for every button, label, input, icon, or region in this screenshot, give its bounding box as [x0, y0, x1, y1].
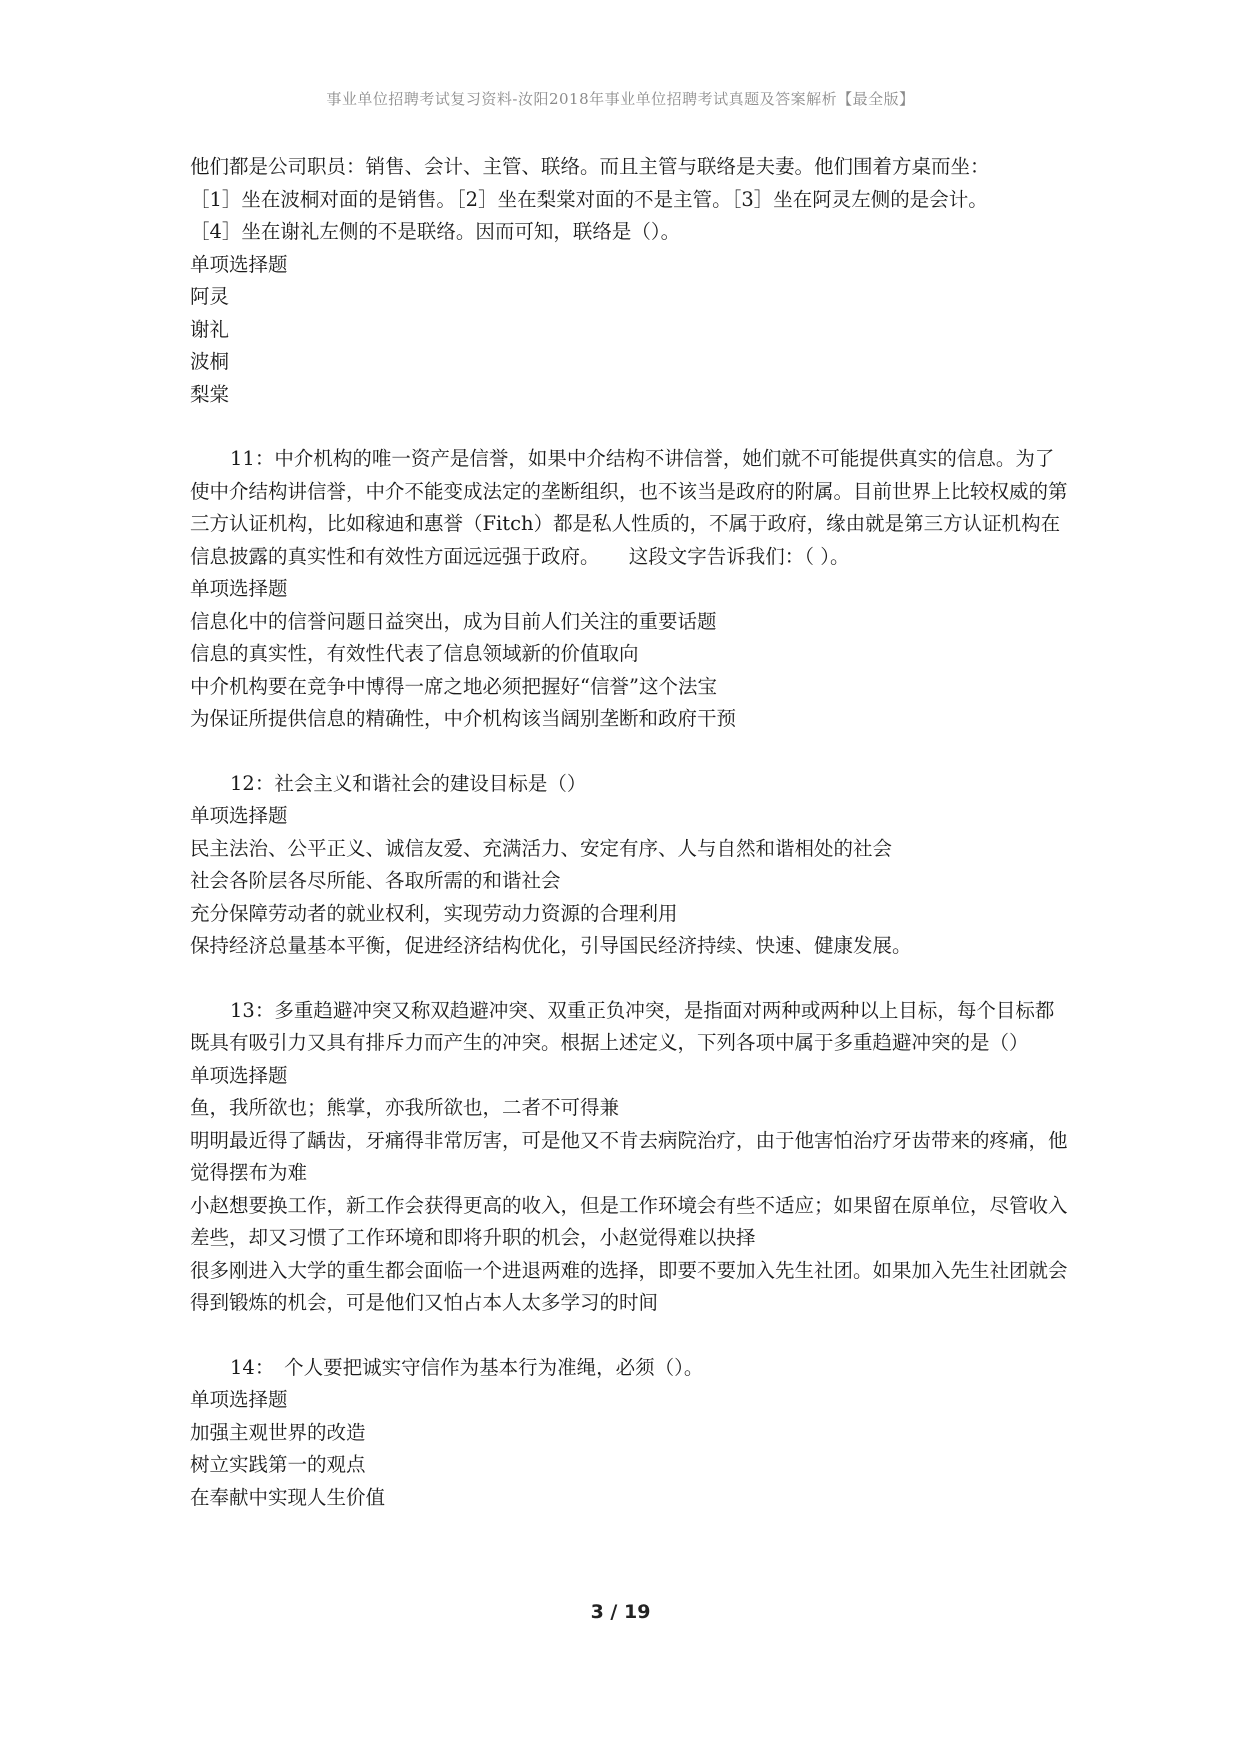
document-body — [190, 151, 1070, 1546]
question-type: 单项选择题 — [190, 804, 288, 827]
question-type: 单项选择题 — [190, 1388, 288, 1411]
question-stem-line: 他们都是公司职员：销售、会计、主管、联络。而且主管与联络是夫妻。他们围着方桌而坐： — [190, 155, 990, 178]
question-type: 单项选择题 — [190, 577, 288, 600]
question-block — [190, 443, 1070, 736]
question-stem: 14： 个人要把诚实守信作为基本行为准绳，必须（）。 — [230, 1355, 704, 1379]
question-block — [190, 768, 1070, 963]
question-stem: 12：社会主义和谐社会的建设目标是（） — [230, 771, 587, 795]
answer-option: 明明最近得了龋齿，牙痛得非常厉害，可是他又不肯去病院治疗，由于他害怕治疗牙齿带来的疼痛，他觉得摆布为难 — [190, 1128, 1068, 1184]
answer-option: 在奉献中实现人生价值 — [190, 1485, 386, 1509]
answer-option: 梨棠 — [190, 382, 230, 406]
page-header: 事业单位招聘考试复习资料-汝阳2018年事业单位招聘考试真题及答案解析【最全版】 — [326, 90, 915, 108]
answer-option: 信息化中的信誉问题日益突出，成为目前人们关注的重要话题 — [190, 609, 717, 633]
answer-option: 中介机构要在竞争中博得一席之地必须把握好“信誉”这个法宝 — [190, 674, 717, 698]
question-type: 单项选择题 — [190, 252, 288, 276]
answer-option: 小赵想要换工作，新工作会获得更高的收入，但是工作环境会有些不适应；如果留在原单位，尽管收入差些，却又习惯了工作环境和即将升职的机会，小赵觉得难以抉择 — [190, 1193, 1068, 1249]
answer-option: 波桐 — [190, 350, 230, 373]
question-block — [190, 995, 1070, 1320]
answer-option: 树立实践第一的观点 — [190, 1453, 366, 1476]
answer-option: 加强主观世界的改造 — [190, 1420, 366, 1444]
question-stem: 11：中介机构的唯一资产是信誉，如果中介结构不讲信誉，她们就不可能提供真实的信息。为了使中介结构讲信誉，中介不能变成法定的垄断组织，也不该当是政府的附属。目前世界上比较权威的第三方认证机构，比如稼迪和惠誉（Fitch）都是私人性质的，不属于政府，缘由就是第三方认证机构在信息披露的真实性和有效性方面远远强于政府。 这段文字告诉我们：（ ）。 — [190, 447, 1068, 568]
question-stem-line: ［4］坐在谢礼左侧的不是联络。因而可知，联络是（）。 — [190, 220, 681, 243]
question-type: 单项选择题 — [190, 1063, 288, 1087]
answer-option: 为保证所提供信息的精确性，中介机构该当阔别垄断和政府干预 — [190, 707, 737, 730]
answer-option: 谢礼 — [190, 317, 230, 341]
question-stem: 13：多重趋避冲突又称双趋避冲突、双重正负冲突，是指面对两种或两种以上目标，每个目标都既具有吸引力又具有排斥力而产生的冲突。根据上述定义，下列各项中属于多重趋避冲突的是（） — [190, 998, 1055, 1054]
question-stem-line: ［1］坐在波桐对面的是销售。［2］坐在梨棠对面的不是主管。［3］坐在阿灵左侧的是会计。 — [190, 187, 988, 211]
answer-option: 信息的真实性，有效性代表了信息领域新的价值取向 — [190, 642, 639, 665]
page-number: 3 / 19 — [590, 1601, 651, 1623]
answer-option: 充分保障劳动者的就业权利，实现劳动力资源的合理利用 — [190, 901, 678, 925]
answer-option: 很多刚进入大学的重生都会面临一个进退两难的选择，即要不要加入先生社团。如果加入先生社团就会得到锻炼的机会，可是他们又怕占本人太多学习的时间 — [190, 1258, 1068, 1314]
answer-option: 鱼，我所欲也；熊掌，亦我所欲也，二者不可得兼 — [190, 1096, 620, 1119]
answer-option: 社会各阶层各尽所能、各取所需的和谐社会 — [190, 869, 561, 892]
answer-option: 民主法治、公平正义、诚信友爱、充满活力、安定有序、人与自然和谐相处的社会 — [190, 836, 893, 860]
question-block — [190, 1352, 1070, 1515]
question-block — [190, 151, 1070, 411]
answer-option: 阿灵 — [190, 285, 230, 308]
answer-option: 保持经济总量基本平衡，促进经济结构优化，引导国民经济持续、快速、健康发展。 — [190, 934, 912, 957]
